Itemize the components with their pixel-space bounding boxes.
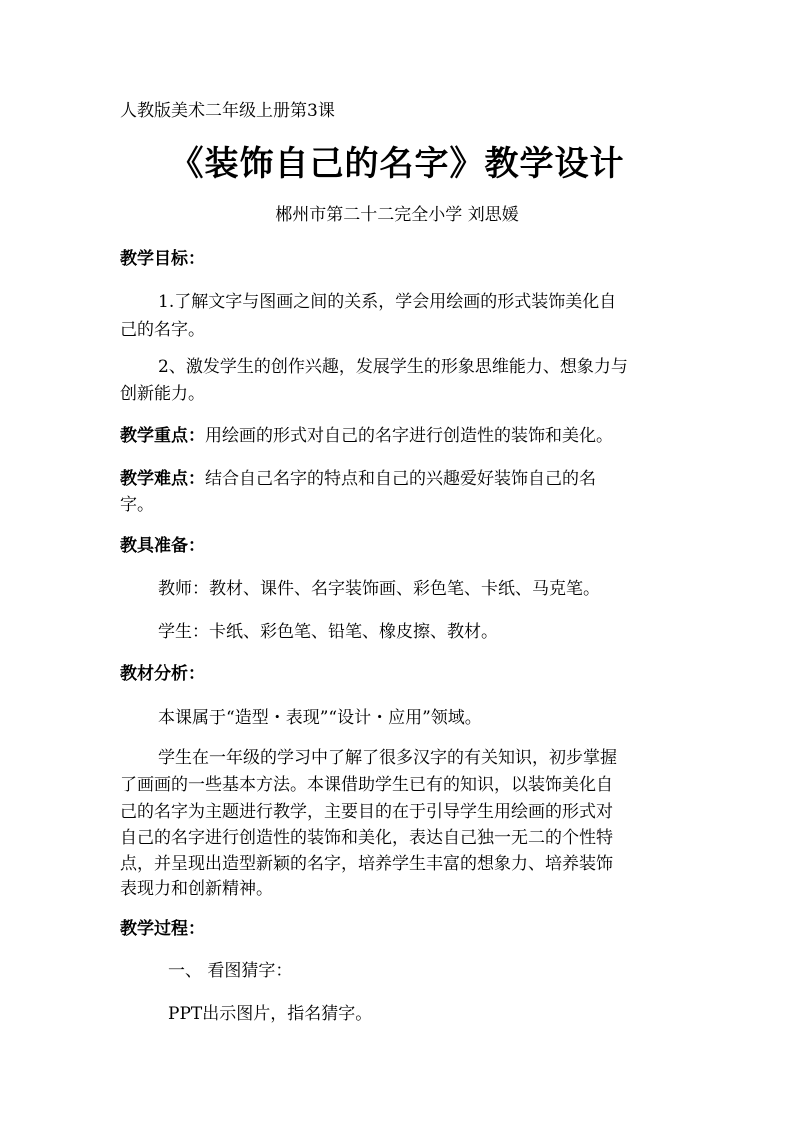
goal-1-line-2: 己的名字。 (120, 320, 205, 340)
difficulty (120, 466, 596, 492)
analysis-para-2-line-4: 自己的名字进行创造性的装饰和美化，表达自己独一无二的个性特 (120, 828, 613, 848)
goal-2-line-1: 2、激发学生的创作兴趣，发展学生的形象思维能力、想象力与 (158, 357, 628, 377)
page-title: 《装饰自己的名字》教学设计 (169, 144, 625, 184)
materials-teacher: 教师：教材、课件、名字装饰画、彩色笔、卡纸、马克笔。 (158, 579, 600, 599)
goal-1-line-1: 1.了解文字与图画之间的关系，学会用绘画的形式装饰美化自 (158, 292, 617, 312)
analysis-para-2-line-1: 学生在一年级的学习中了解了很多汉字的有关知识，初步掌握 (158, 748, 617, 768)
analysis-para-2-line-3: 己的名字为主题进行教学，主要目的在于引导学生用绘画的形式对 (120, 802, 613, 822)
author-line: 郴州市第二十二完全小学 刘思媛 (275, 205, 519, 225)
process-step-1-detail: PPT出示图片，指名猜字。 (168, 1004, 373, 1024)
key-point (120, 423, 613, 449)
materials-student: 学生：卡纸、彩色笔、铅笔、橡皮擦、教材。 (158, 622, 498, 642)
course-info: 人教版美术二年级上册第3课 (120, 101, 335, 121)
key-point-text: 用绘画的形式对自己的名字进行创造性的装饰和美化。 (205, 426, 613, 446)
analysis-para-1: 本课属于“造型・表现”“设计・应用”领域。 (158, 708, 482, 728)
key-point-label: 教学重点： (120, 426, 205, 446)
process-heading: 教学过程： (120, 919, 205, 939)
analysis-para-2-line-6: 表现力和创新精神。 (120, 879, 273, 899)
analysis-para-2-line-5: 点，并呈现出造型新颖的名字，培养学生丰富的想象力、培养装饰 (120, 854, 613, 874)
process-step-1: 一、 看图猜字： (168, 961, 293, 981)
difficulty-text-line-1: 结合自己名字的特点和自己的兴趣爱好装饰自己的名 (205, 469, 596, 489)
difficulty-text-line-2: 字。 (120, 495, 154, 515)
goals-heading: 教学目标： (120, 249, 205, 269)
goal-2-line-2: 创新能力。 (120, 384, 205, 404)
difficulty-label: 教学难点： (120, 469, 205, 489)
analysis-para-2-line-2: 了画画的一些基本方法。本课借助学生已有的知识，以装饰美化自 (120, 775, 613, 795)
materials-heading: 教具准备： (120, 536, 205, 556)
analysis-heading: 教材分析： (120, 664, 205, 684)
